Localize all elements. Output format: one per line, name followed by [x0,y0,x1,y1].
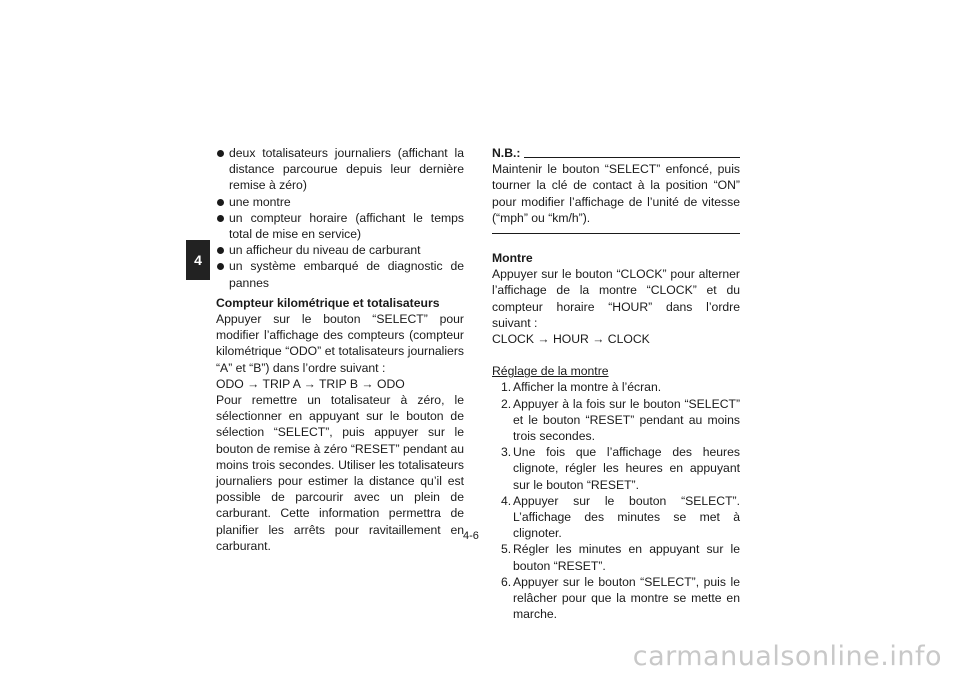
list-item: 5. Régler les minutes en appuyant sur le bouton “RESET”. [501,542,740,573]
clock-setting-steps [492,379,740,622]
list-item: 2. Appuyer à la fois sur le bouton “SELECT” et le bouton “RESET” pendant au moins trois secondes. [501,396,740,444]
left-column [216,145,464,554]
note-divider [492,233,740,234]
bullet-icon [217,247,224,254]
watermark: carmanualsonline.info [632,641,942,672]
list-item: un système embarqué de diagnostic de pannes [216,258,464,290]
clock-heading: Montre [492,251,533,266]
list-item: 4. Appuyer sur le bouton “SELECT”. L’affichage des minutes se met à clignoter. [501,493,740,541]
feature-list [216,145,464,291]
trip-reset-paragraph: Pour remettre un totalisateur à zéro, le sélectionner en appuyant sur le bouton de sélection “SELECT”, puis appuyer sur le bouton de remise à zéro “RESET” pendant au moins trois secondes. Utiliser les totalisateurs journaliers pour estimer la distance qu’il est possible de parcourir avec un plein de carburant. Cette information permettra de planifier les arrêts pour ravitaillement en carburant. [216,393,464,553]
list-item: une montre [216,194,464,210]
bullet-icon [217,199,224,206]
list-item: 1. Afficher la montre à l’écran. [501,380,662,395]
bullet-icon [217,263,224,270]
list-item: 3. Une fois que l’affichage des heures clignote, régler les heures en appuyant sur le bouton “RESET”. [501,445,740,492]
odometer-sequence: ODO → TRIP A → TRIP B → ODO [216,376,405,391]
bullet-icon [217,150,224,157]
list-item: 6. Appuyer sur le bouton “SELECT”, puis le relâcher pour que la montre se mette en marche. [501,574,740,622]
odometer-heading: Compteur kilométrique et totalisateurs [216,295,440,310]
clock-setting-heading: Réglage de la montre [492,364,609,379]
page-number: 4-6 [463,530,479,542]
note-label: N.B.: [492,146,521,160]
clock-sequence: CLOCK → HOUR → CLOCK [492,332,650,347]
chapter-tab: 4 [186,240,210,280]
odometer-paragraph: Appuyer sur le bouton “SELECT” pour modifier l’affichage des compteurs (compteur kilométrique “ODO” et totalisateurs journaliers “A” et “B”) dans l’ordre suivant : [216,312,464,375]
note-rule [524,157,740,158]
note-header [492,145,740,161]
list-item: un afficheur du niveau de carburant [216,242,464,258]
bullet-icon [217,215,224,222]
clock-paragraph: Appuyer sur le bouton “CLOCK” pour alterner l’affichage de la montre “CLOCK” et du compteur horaire “HOUR” dans l’ordre suivant : [492,267,740,330]
note-text: Maintenir le bouton “SELECT” enfoncé, puis tourner la clé de contact à la position “ON” pour modifier l’affichage de l’unité de vitesse (“mph” ou “km/h”). [492,162,740,225]
list-item: deux totalisateurs journaliers (affichant la distance parcourue depuis leur dernière remise à zéro) [216,145,464,194]
list-item: un compteur horaire (affichant le temps total de mise en service) [216,210,464,242]
right-column [492,145,740,622]
